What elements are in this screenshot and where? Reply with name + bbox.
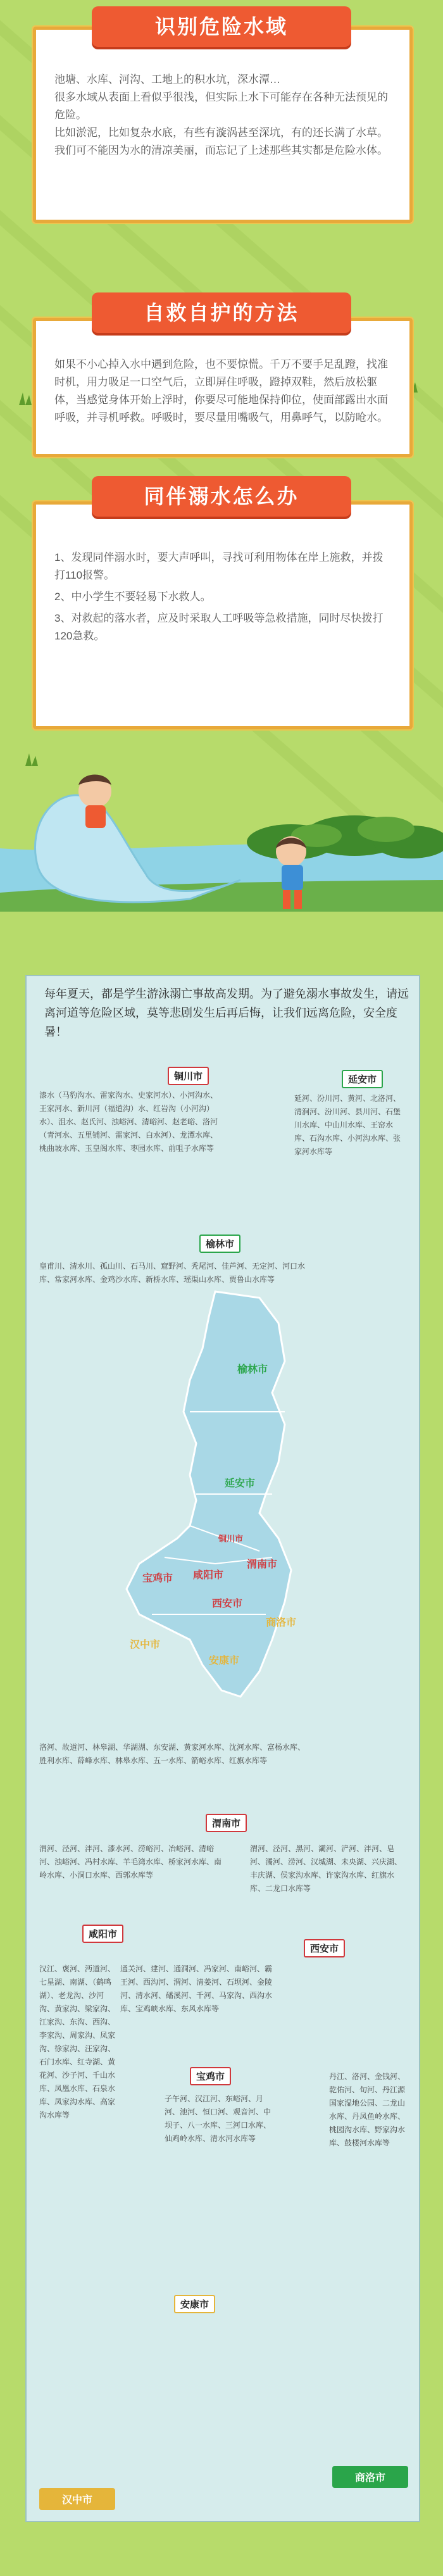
city-tag-shangluo: 商洛市 [332,2466,408,2488]
map-label-shangluo: 商洛市 [266,1618,297,1628]
section3-item-1: 1、发现同伴溺水时，要大声呼叫，寻找可利用物体在岸上施救，并拨打110报警。 [54,551,384,581]
city-tag-hanzhong: 汉中市 [39,2488,115,2510]
map-label-xianyang: 咸阳市 [193,1570,224,1581]
section3-item-3: 3、对救起的落水者，应及时采取人工呼吸等急救措施，同时尽快拨打120急救。 [54,612,384,642]
map-label-hanzhong: 汉中市 [130,1640,161,1650]
city-tag-yulin: 榆林市 [199,1235,240,1253]
map-label-baoji: 宝鸡市 [142,1573,173,1584]
companion-drowning-card [32,500,414,731]
city-list-shangluo: 丹江、洛河、金钱河、乾佑河、旬河、丹江源国家湿地公园、二龙山水库、丹凤鱼岭水库、桃园沟水库、野家沟水库、鼓楼河水库等 [329,2072,406,2147]
section2-paragraph: 如果不小心掉入水中遇到危险，也不要惊慌。千万不要手足乱蹬，找准时机，用力吸足一口空气后，立即屏住呼吸，蹬掉双鞋，然后放松躯体，当感觉身体开始上浮时，你要尽可能地保持仰位，使面部露出水面呼吸，并寻机呼救。呼吸时，要尽量用嘴吸气，用鼻呼气，以防呛水。 [54,358,388,424]
city-list-xianyang: 渭河、泾河、沣河、漆水河、涝峪河、冶峪河、清峪河、浊峪河、冯村水库、羊毛湾水库、桥家河水库、南岭水库、小洞口水库、西郭水库等 [39,1844,222,1880]
section1-paragraph-1: 池塘、水库、河沟、工地上的积水坑，深水潭… [54,73,280,85]
city-tag-yanan: 延安市 [342,1070,383,1088]
city-tag-weinan: 渭南市 [206,1814,247,1832]
river-illustration [0,747,443,988]
section1-paragraph-2: 很多水域从表面上看似乎很浅，但实际上水下可能存在各种无法预见的危险。 [54,91,388,121]
city-tag-xianyang: 咸阳市 [82,1925,123,1943]
section3-item-2: 2、中小学生不要轻易下水救人。 [54,591,211,603]
map-label-yulin: 榆林市 [237,1364,268,1375]
section1-paragraph-3: 比如淤泥，比如复杂水底，有些有漩涡甚至深坑，有的还长满了水草。 [54,127,388,139]
city-list-yulin: 皇甫川、清水川、孤山川、石马川、窟野河、秃尾河、佳芦河、无定河、河口水库、常家河水库、金鸡沙水库、新桥水库、瑶渠山水库、贾鲁山水库等 [39,1262,306,1284]
city-list-ankang: 子午河、汉江河、东峪河、月河、池河、恒口河、观音河、中坝子、八一水库、三河口水库、仙鸡岭水库、清水河水库等 [165,2094,271,2143]
city-tag-baoji: 宝鸡市 [190,2067,231,2085]
self-rescue-card [32,317,414,458]
map-label-xian: 西安市 [212,1599,243,1609]
section3-title-banner [92,476,351,517]
city-tag-ankang: 安康市 [174,2295,215,2313]
city-list-tongchuan: 漆水（马豹沟水、雷家沟水、史家河水）、小河沟水、王家河水、新川河（福道沟）水、红岩沟（小河沟）水）、沮水、赵氏河、浊峪河、清峪河、赵老峪、洛河（青河水、五里铺河、雷家河、白水河）、龙潭水库、桃曲坡水库、玉皇阁水库、枣园水库、前咀子水库等 [39,1091,218,1153]
section3-title: 同伴溺水怎么办 [144,485,299,508]
section1-paragraph-4: 我们可不能因为水的清凉美丽，而忘记了上述那些其实都是危险水体。 [54,144,388,156]
map-label-yanan: 延安市 [225,1478,256,1489]
dangerous-water-card [32,25,414,224]
section2-title-banner [92,292,351,333]
map-label-tongchuan: 铜川市 [218,1534,244,1543]
section2-title: 自救自护的方法 [144,301,299,324]
section1-title-banner [92,6,351,47]
city-list-yanan: 延河、汾川河、黄河、北洛河、清涧河、汾川河、县川河、石堡川水库、中山川水库、王窑水库、石沟水库、小河沟水库、张家河水库等 [294,1094,401,1156]
section1-title: 识别危险水域 [154,15,288,38]
map-label-weinan: 渭南市 [247,1559,278,1570]
city-tag-tongchuan: 铜川市 [168,1067,209,1085]
map-label-ankang: 安康市 [209,1656,240,1666]
city-list-baoji: 通关河、建河、通洞河、冯家河、南峪河、霸王河、西沟河、渭河、清姜河、石坝河、金陵河、清水河、磻溪河、千河、马家沟、西沟水库、宝鸡峡水库、东风水库等 [120,1964,273,2013]
city-list-hanzhong: 汉江、褒河、沔道河、七星湖、南湖、（鹤鸣湖）、老龙沟、沙河沟、黄家沟、梁家沟、江家沟、东沟、西沟、李家沟、周家沟、凤家沟、徐家沟、汪家沟、石门水库、红寺湖、黄花河、沙子河、千山水库、凤凰水库、石泉水库、凤家沟水库、高家沟水库等 [39,1964,116,2120]
city-tag-xian: 西安市 [304,1939,345,1957]
city-list-weinan: 洛河、故道河、林皋湖、华湖湖、东安湖、黄家河水库、沈河水库、富杨水库、胜利水库、薛峰水库、林皋水库、五一水库、箭峪水库、红旗水库等 [39,1743,306,1765]
city-list-xian: 渭河、泾河、黑河、灞河、浐河、沣河、皂河、潏河、涝河、汉城湖、未央湖、兴庆湖、丰庆湖、侯家沟水库、许家沟水库、红旗水库、二龙口水库等 [250,1844,402,1893]
map-intro: 每年夏天，都是学生游泳溺亡事故高发期。为了避免溺水事故发生，请远离河道等危险区域，莫等悲剧发生后再后悔，让我们远离危险，安全度暑！ [44,988,409,1038]
